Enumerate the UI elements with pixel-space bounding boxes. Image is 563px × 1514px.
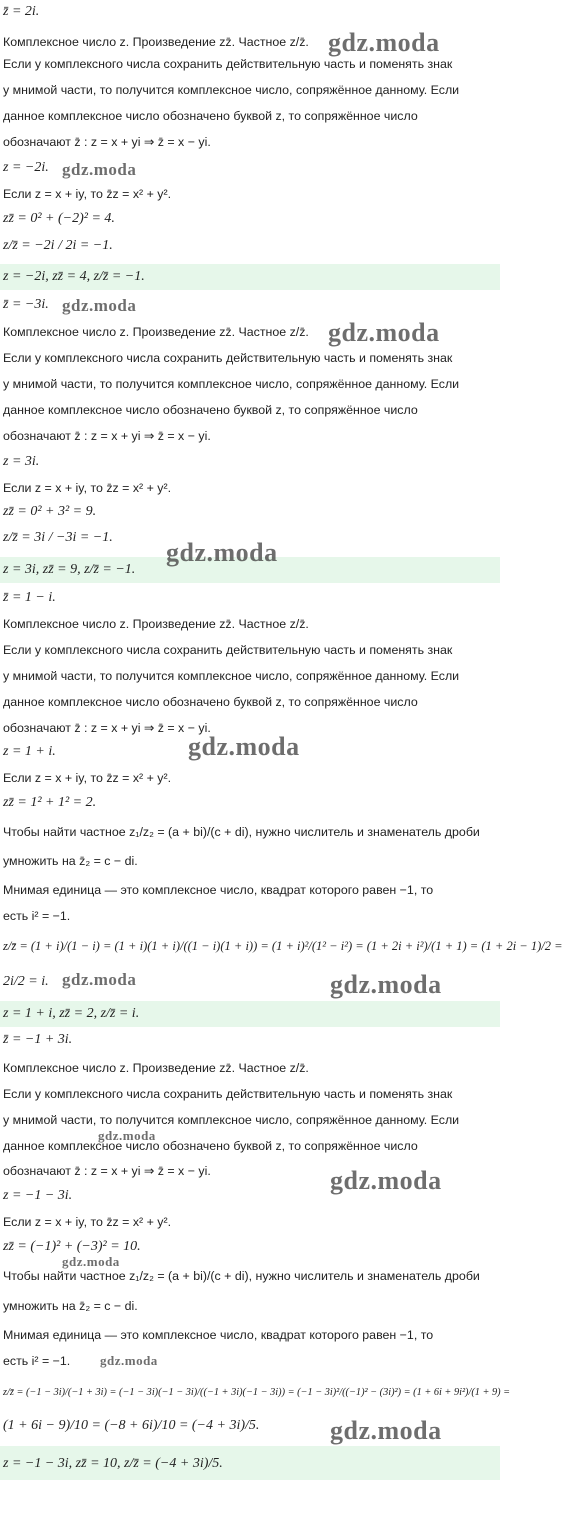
definition-text: данное комплексное число обозначено буквой z, то сопряжённое число [3, 695, 418, 709]
intro-text: Комплексное число z. Произведение zz̄. Частное z/z̄. [3, 617, 309, 631]
definition-text: данное комплексное число обозначено буквой z, то сопряжённое число [3, 109, 418, 123]
definition-text: обозначают z̄ : z = x + yi ⇒ z̄ = x − yi. [3, 429, 211, 443]
definition-text: Если у комплексного числа сохранить действительную часть и поменять знак [3, 643, 453, 657]
definition-text: данное комплексное число обозначено буквой z, то сопряжённое число [3, 403, 418, 417]
quotient-computation: z/z̄ = (−1 − 3i)/(−1 + 3i) = (−1 − 3i)(−1 − 3i)/((−1 + 3i)(−1 − 3i)) = (−1 − 3i)²/((−1)² − (3i)²) = (1 + 6i + 9i²)/(1 + 9) = [3, 1387, 511, 1398]
definition-text: Если у комплексного числа сохранить действительную часть и поменять знак [3, 57, 453, 71]
task-conjugate: z̄ = 1 − i. [3, 590, 56, 605]
watermark: gdz.moda [100, 1353, 158, 1368]
definition-text: у мнимой части, то получится комплексное число, сопряжённое данному. Если [3, 377, 460, 391]
step-product: zz̄ = 0² + 3² = 9. [3, 504, 97, 519]
definition-text: у мнимой части, то получится комплексное число, сопряжённое данному. Если [3, 1113, 460, 1127]
task-conjugate: z̄ = −1 + 3i. [3, 1032, 73, 1047]
step-product: zz̄ = (−1)² + (−3)² = 10. [3, 1239, 141, 1254]
quotient-computation: (1 + 6i − 9)/10 = (−8 + 6i)/10 = (−4 + 3i)/5. [3, 1418, 260, 1433]
watermark: gdz.moda [98, 1128, 156, 1143]
answer-line: z = −2i, zz̄ = 4, z/z̄ = −1. [3, 269, 145, 284]
watermark: gdz.moda [166, 538, 278, 567]
answer-line: z = −1 − 3i, zz̄ = 10, z/z̄ = (−4 + 3i)/5. [3, 1456, 223, 1471]
step-formula: Если z = x + iy, то z̄z = x² + y². [3, 481, 172, 495]
task-conjugate: z̄ = −3i. [3, 297, 49, 312]
intro-text: Комплексное число z. Произведение zz̄. Частное z/z̄. [3, 1061, 309, 1075]
step-z: z = −2i. [3, 160, 49, 175]
step-z: z = 1 + i. [3, 744, 56, 759]
definition-text: у мнимой части, то получится комплексное число, сопряжённое данному. Если [3, 669, 460, 683]
imaginary-unit-text: Мнимая единица — это комплексное число, квадрат которого равен −1, то [3, 1328, 434, 1342]
watermark: gdz.moda [188, 732, 300, 761]
definition-text: обозначают z̄ : z = x + yi ⇒ z̄ = x − yi. [3, 1164, 211, 1178]
step-product: zz̄ = 1² + 1² = 2. [3, 795, 97, 810]
imaginary-unit-text: есть i² = −1. [3, 1354, 71, 1368]
watermark: gdz.moda [330, 1416, 442, 1445]
quotient-rule-text: умножить на z̄₂ = c − di. [3, 854, 138, 868]
definition-text: данное комплексное число обозначено буквой z, то сопряжённое число [3, 1139, 418, 1153]
watermark: gdz.moda [62, 1254, 120, 1269]
definition-text: Если у комплексного числа сохранить действительную часть и поменять знак [3, 351, 453, 365]
watermark: gdz.moda [328, 318, 440, 347]
step-formula: Если z = x + iy, то z̄z = x² + y². [3, 187, 172, 201]
watermark: gdz.moda [62, 296, 137, 315]
intro-text: Комплексное число z. Произведение zz̄. Частное z/z̄. [3, 35, 309, 49]
step-z: z = 3i. [3, 454, 40, 469]
step-formula: Если z = x + iy, то z̄z = x² + y². [3, 1215, 172, 1229]
step-quotient: z/z̄ = −2i / 2i = −1. [3, 238, 113, 253]
definition-text: у мнимой части, то получится комплексное число, сопряжённое данному. Если [3, 83, 460, 97]
step-z: z = −1 − 3i. [3, 1188, 73, 1203]
answer-line: z = 3i, zz̄ = 9, z/z̄ = −1. [3, 562, 136, 577]
step-formula: Если z = x + iy, то z̄z = x² + y². [3, 771, 172, 785]
watermark: gdz.moda [330, 970, 442, 999]
step-product: zz̄ = 0² + (−2)² = 4. [3, 211, 115, 226]
imaginary-unit-text: есть i² = −1. [3, 909, 71, 923]
imaginary-unit-text: Мнимая единица — это комплексное число, квадрат которого равен −1, то [3, 883, 434, 897]
watermark: gdz.moda [328, 28, 440, 57]
watermark: gdz.moda [62, 160, 137, 179]
quotient-rule-text: Чтобы найти частное z₁/z₂ = (a + bi)/(c + di), нужно числитель и знаменатель дроби [3, 825, 480, 839]
watermark: gdz.moda [62, 970, 137, 989]
task-conjugate: z̄ = 2i. [3, 4, 40, 19]
definition-text: Если у комплексного числа сохранить действительную часть и поменять знак [3, 1087, 453, 1101]
watermark: gdz.moda [330, 1166, 442, 1195]
definition-text: обозначают z̄ : z = x + yi ⇒ z̄ = x − yi. [3, 135, 211, 149]
intro-text: Комплексное число z. Произведение zz̄. Частное z/z̄. [3, 325, 309, 339]
step-quotient: z/z̄ = 3i / −3i = −1. [3, 530, 113, 545]
quotient-rule-text: умножить на z̄₂ = c − di. [3, 1299, 138, 1313]
quotient-computation: z/z̄ = (1 + i)/(1 − i) = (1 + i)(1 + i)/((1 − i)(1 + i)) = (1 + i)²/(1² − i²) = (1 + 2i + i²)/(1 + 1) = (1 + 2i − 1)/2 = [3, 939, 563, 953]
answer-line: z = 1 + i, zz̄ = 2, z/z̄ = i. [3, 1006, 140, 1021]
quotient-computation: 2i/2 = i. [3, 974, 49, 989]
definition-text: обозначают z̄ : z = x + yi ⇒ z̄ = x − yi. [3, 721, 211, 735]
quotient-rule-text: Чтобы найти частное z₁/z₂ = (a + bi)/(c + di), нужно числитель и знаменатель дроби [3, 1269, 480, 1283]
